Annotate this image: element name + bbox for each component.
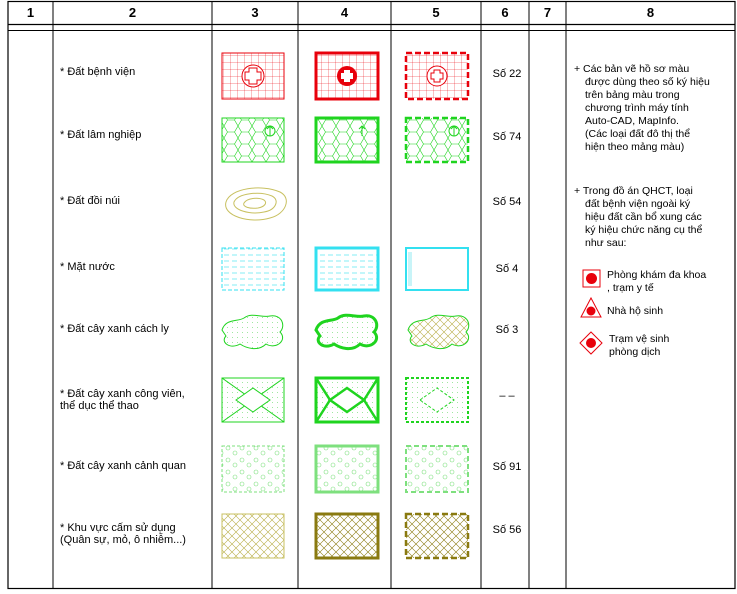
header-col-2: 2 (128, 4, 137, 20)
row-label-water-surface: * Mặt nước (60, 261, 115, 273)
row-label-buffer-green: * Đất cây xanh cách ly (60, 323, 169, 335)
hill-contour-symbol (226, 188, 287, 220)
landscape-green-symbol-col3 (222, 446, 284, 492)
landscape-green-symbol-col5 (406, 446, 468, 492)
legend-sanitation-label: Trạm vệ sinh phòng dịch (609, 333, 670, 358)
restricted-symbol-col5 (406, 514, 468, 558)
note-color-drawings: + Các bản vẽ hồ sơ màu được dùng theo số ký hiệu trên bảng màu trong chương trình máy tính Auto-CAD, MapInfo. (Các loại đất đô thị thể hiện theo mảng màu) (574, 63, 710, 153)
water-symbol-col4 (316, 248, 378, 290)
hospital-symbol-col3 (222, 53, 284, 99)
header-col-8: 8 (646, 4, 655, 20)
restricted-symbol-col4 (316, 514, 378, 558)
row-label-restricted-area: * Khu vực cấm sử dụng (Quân sự, mỏ, ô nhiễm...) (60, 522, 186, 546)
park-green-symbol-col5 (406, 378, 468, 422)
clinic-square-icon (583, 270, 600, 287)
row-code-park-green: – – (499, 390, 515, 402)
forestry-symbol-col3 (222, 118, 284, 162)
row-label-landscape-green: * Đất cây xanh cảnh quan (60, 460, 186, 472)
header-col-5: 5 (432, 4, 440, 20)
maternity-triangle-icon (581, 298, 601, 317)
row-label-park-green: * Đất cây xanh công viên, thể dục thể thao (60, 388, 185, 412)
forestry-symbol-col4 (316, 118, 378, 162)
header-col-7: 7 (543, 4, 552, 20)
restricted-symbol-col3 (222, 514, 284, 558)
legend-maternity-label: Nhà hộ sinh (607, 305, 664, 317)
landscape-green-symbol-col4 (316, 446, 378, 492)
legend-clinic-label: Phòng khám đa khoa , trạm y tế (607, 269, 707, 294)
buffer-green-symbol-col3 (222, 315, 283, 348)
note-qhct-symbols: + Trong đồ án QHCT, loại đất bệnh viện ngoài ký hiệu đất cần bổ xung các ký hiệu chức năng cụ thể như sau: (574, 185, 703, 249)
park-green-symbol-col4 (316, 378, 378, 422)
row-code-hill-land: Số 54 (492, 196, 522, 208)
park-green-symbol-col3 (222, 378, 284, 422)
row-label-hospital-land: * Đất bệnh viện (60, 66, 136, 78)
row-label-forestry-land: * Đất lâm nghiệp (60, 129, 142, 141)
header-col-6: 6 (501, 4, 509, 20)
hospital-symbol-col4 (316, 53, 378, 99)
header-col-1: 1 (26, 4, 35, 20)
row-code-forestry-land: Số 74 (492, 131, 522, 143)
row-code-buffer-green: Số 3 (495, 324, 519, 336)
row-code-hospital-land: Số 22 (492, 68, 522, 80)
row-code-water-surface: Số 4 (495, 263, 519, 275)
row-code-landscape-green: Số 91 (492, 461, 522, 473)
row-code-restricted-area: Số 56 (492, 524, 522, 536)
buffer-green-symbol-col4 (316, 315, 377, 348)
header-col-3: 3 (251, 4, 259, 20)
forestry-symbol-col5 (406, 118, 468, 162)
sanitation-diamond-icon (580, 332, 602, 354)
row-label-hill-land: * Đất đồi núi (60, 195, 120, 207)
hospital-symbol-col5 (406, 53, 468, 99)
water-symbol-col3 (222, 248, 284, 290)
buffer-green-symbol-col5 (408, 315, 469, 348)
water-symbol-col5 (406, 248, 468, 290)
header-col-4: 4 (340, 4, 349, 20)
